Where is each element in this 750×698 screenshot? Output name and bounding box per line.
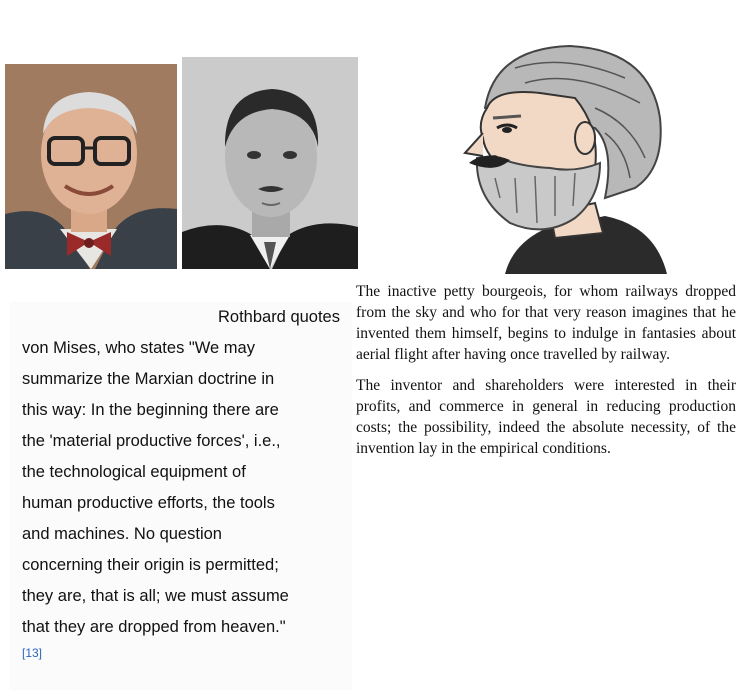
quote-lead: Rothbard quotes <box>217 308 340 326</box>
quote-line: they are, that is all; we must assume <box>22 587 289 605</box>
portrait-photo-mustache <box>182 57 358 269</box>
quote-line: this way: In the beginning there are <box>22 401 279 419</box>
citation-link[interactable]: [13] <box>22 646 43 660</box>
quote-line: and machines. No question <box>22 525 222 543</box>
marx-paragraph-2: The inventor and shareholders were interested in their profits, and commerce in general in reducing production costs; the possibility, indeed the absolute necessity, of the invention lay in the empirical conditions. <box>356 377 736 457</box>
bearded-wojak-drawing <box>455 38 680 274</box>
marx-paragraph-1: The inactive petty bourgeois, for whom railways dropped from the sky and who for that very reason imagines that he invented them himself, begins to indulge in fantasies about aerial flight after having once travelled by railway. <box>356 283 736 363</box>
marx-quote-block <box>356 281 736 469</box>
quote-line: the technological equipment of <box>22 463 246 481</box>
quote-line: summarize the Marxian doctrine in <box>22 370 275 388</box>
quote-line: the 'material productive forces', i.e., <box>22 432 281 450</box>
quote-line: concerning their origin is permitted; <box>22 556 279 574</box>
quote-line: von Mises, who states "We may <box>22 339 255 357</box>
portrait-photo-glasses <box>5 64 177 269</box>
quote-line: that they are dropped from heaven." <box>22 618 286 636</box>
rothbard-quote-block <box>10 302 352 690</box>
quote-line: human productive efforts, the tools <box>22 494 275 512</box>
